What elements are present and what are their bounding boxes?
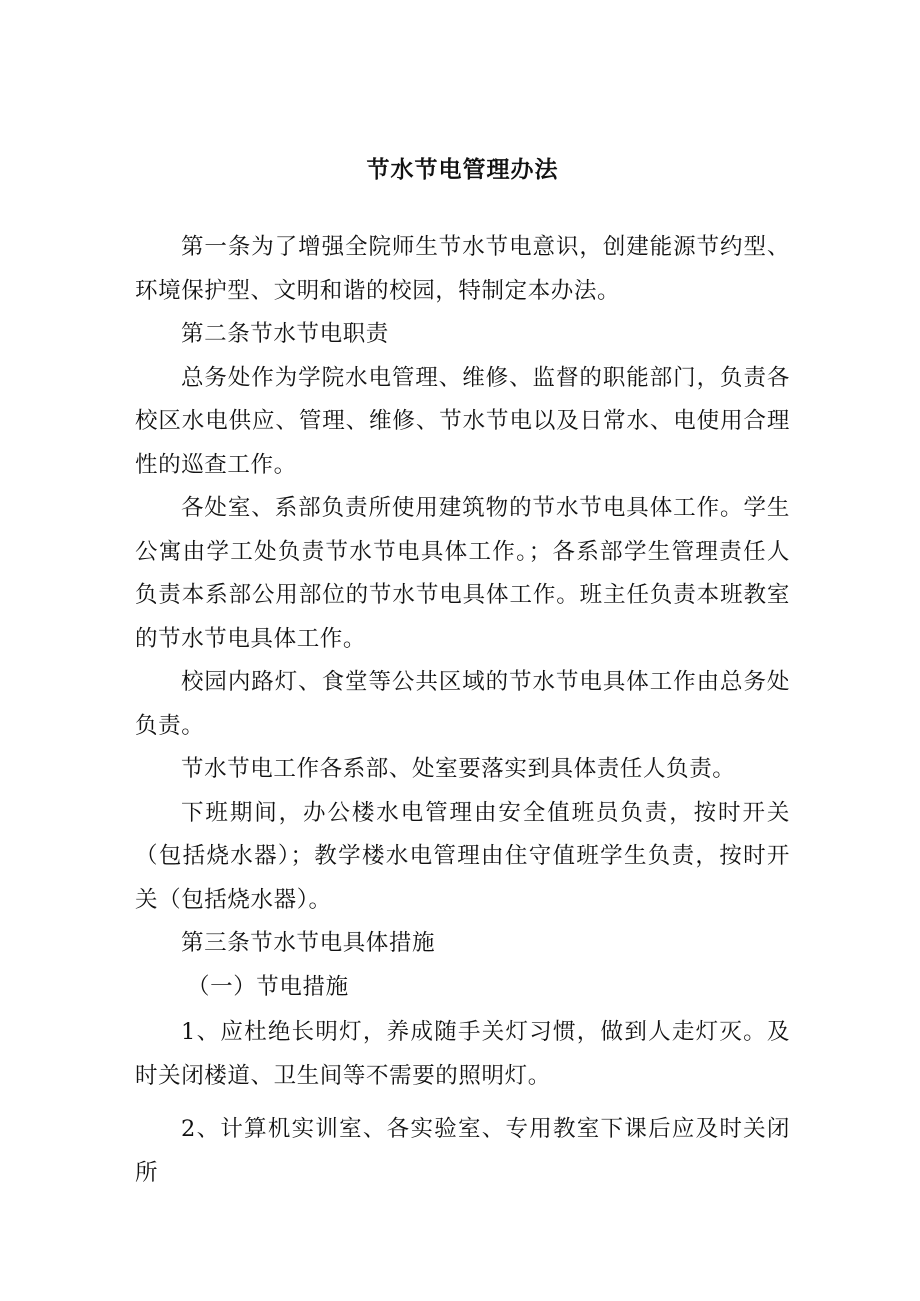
- general-affairs-paragraph: 总务处作为学院水电管理、维修、监督的职能部门，负责各校区水电供应、管理、维修、节水节电以及日常水、电使用合理性的巡查工作。: [135, 364, 790, 478]
- document-page: [135, 150, 790, 1195]
- measure-2-paragraph: 2、计算机实训室、各实验室、专用教室下课后应及时关闭所: [135, 1116, 790, 1186]
- document-title: 节水节电管理办法: [366, 156, 559, 183]
- public-areas-paragraph: 校园内路灯、食堂等公共区域的节水节电具体工作由总务处负责。: [135, 669, 790, 739]
- electricity-measures-heading: （一）节电措施: [187, 973, 349, 1000]
- responsibility-paragraph: 节水节电工作各系部、处室要落实到具体责任人负责。: [181, 756, 736, 782]
- article-3-heading: 第三条节水节电具体措施: [181, 930, 436, 956]
- departments-paragraph: 各处室、系部负责所使用建筑物的节水节电具体工作。学生公寓由学工处负责节水节电具体工作。；各系部学生管理责任人负责本系部公用部位的节水节电具体工作。班主任负责本班教室的节水节电具体工作。: [135, 495, 790, 652]
- article-1-paragraph: 第一条为了增强全院师生节水节电意识，创建能源节约型、环境保护型、文明和谐的校园，特制定本办法。: [135, 234, 790, 304]
- off-hours-paragraph: 下班期间，办公楼水电管理由安全值班员负责，按时开关（包括烧水器）；教学楼水电管理由住守值班学生负责，按时开关（包括烧水器）。: [135, 799, 790, 913]
- article-2-heading: 第二条节水节电职责: [181, 321, 389, 347]
- measure-1-paragraph: 1、应杜绝长明灯，养成随手关灯习惯，做到人走灯灭。及时关闭楼道、卫生间等不需要的照明灯。: [135, 1019, 790, 1089]
